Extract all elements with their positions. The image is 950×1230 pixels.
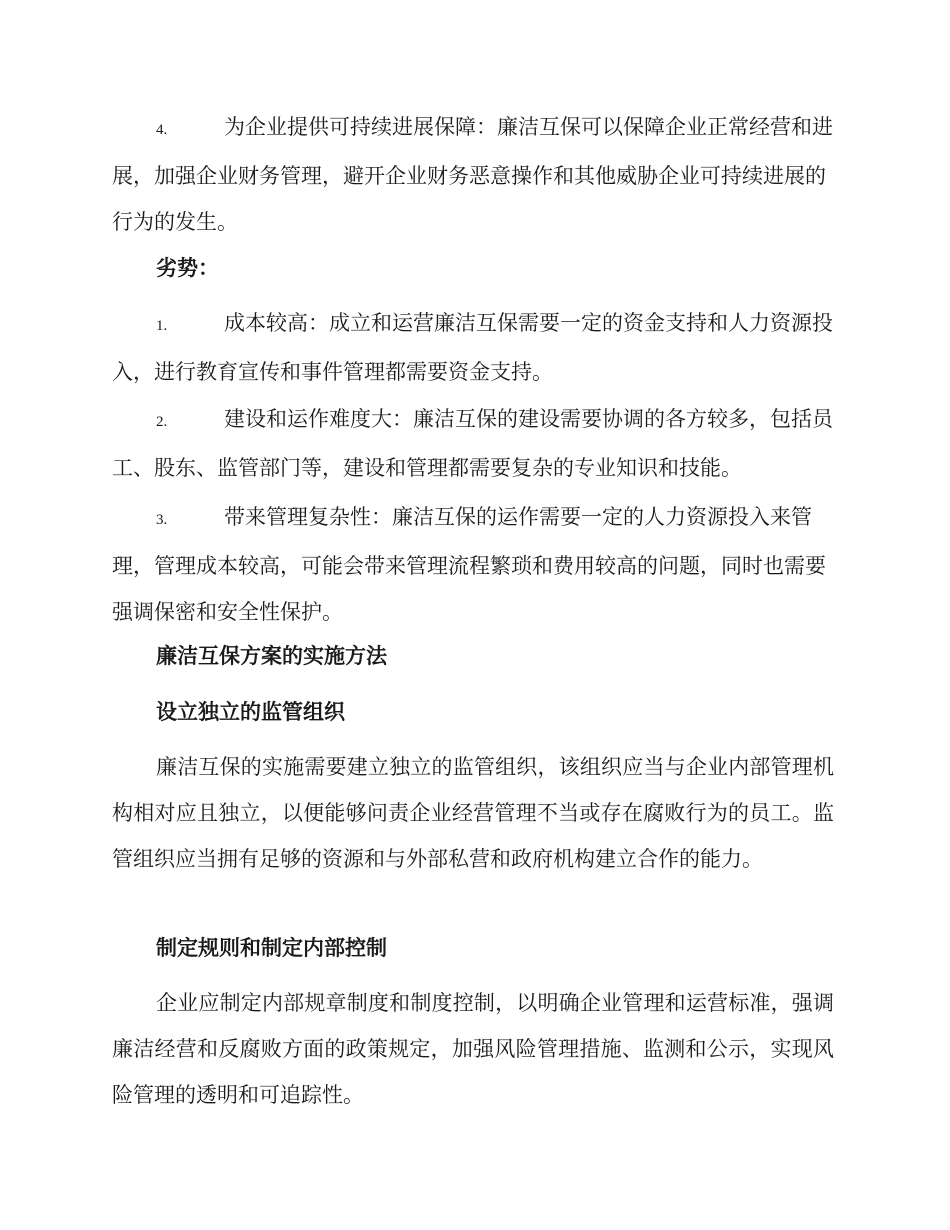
list-number: 4. (156, 122, 168, 138)
list-text: 成本较高：成立和运营廉洁互保需要一定的资金支持和人力资源投入，进行教育宣传和事件管理都需要资金支持。 (112, 311, 833, 384)
list-item (112, 104, 834, 245)
subsection-heading-rules: 制定规则和制定内部控制 (156, 936, 387, 960)
list-text: 为企业提供可持续进展保障：廉洁互保可以保障企业正常经营和进展，加强企业财务管理，避开企业财务恶意操作和其他威胁企业可持续进展的行为的发生。 (112, 115, 833, 234)
list-number: 2. (156, 414, 168, 430)
list-text: 建设和运作难度大：廉洁互保的建设需要协调的各方较多，包括员工、股东、监管部门等，建设和管理都需要复杂的专业知识和技能。 (112, 407, 833, 480)
section-heading-implementation: 廉洁互保方案的实施方法 (156, 644, 387, 668)
list-number: 1. (156, 318, 168, 334)
paragraph-independent-org: 廉洁互保的实施需要建立独立的监管组织，该组织应当与企业内部管理机构相对应且独立，以便能够问责企业经营管理不当或存在腐败行为的员工。监管组织应当拥有足够的资源和与外部私营和政府机构建立合作的能力。 (112, 755, 834, 871)
list-item (112, 396, 834, 491)
list-number: 3. (156, 512, 168, 528)
list-item (112, 300, 834, 395)
subsection-heading-independent-org: 设立独立的监管组织 (156, 700, 345, 724)
section-heading-disadvantages: 劣势： (156, 256, 219, 280)
list-item (112, 494, 834, 635)
list-text: 带来管理复杂性：廉洁互保的运作需要一定的人力资源投入来管理，管理成本较高，可能会带来管理流程繁琐和费用较高的问题，同时也需要强调保密和安全性保护。 (112, 505, 826, 624)
paragraph-rules: 企业应制定内部规章制度和制度控制，以明确企业管理和运营标准，强调廉洁经营和反腐败方面的政策规定，加强风险管理措施、监测和公示，实现风险管理的透明和可追踪性。 (112, 991, 834, 1107)
